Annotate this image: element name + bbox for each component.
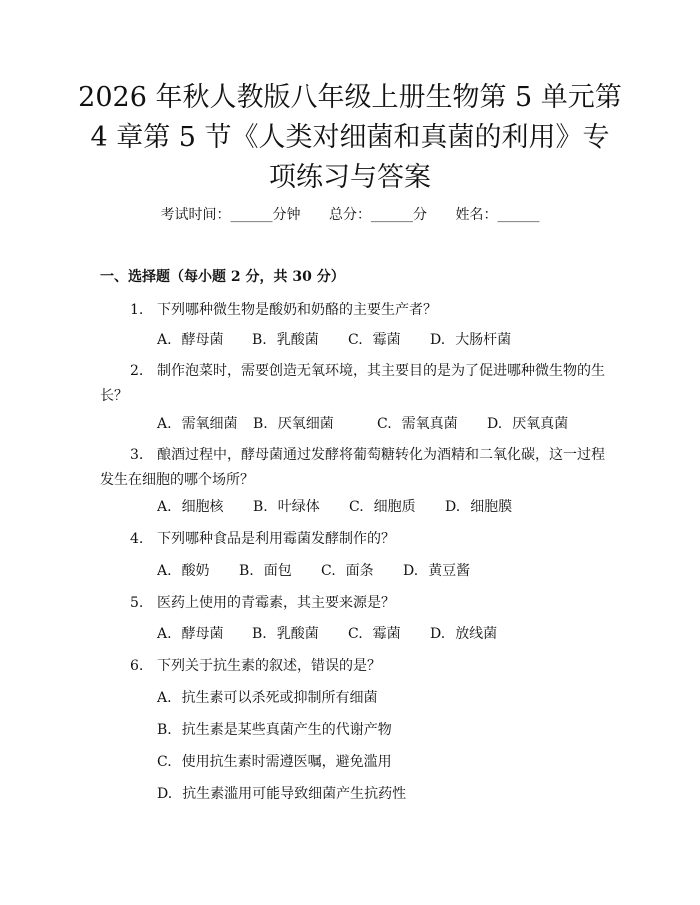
question-stem: 下列哪种微生物是酸奶和奶酪的主要生产者？	[157, 302, 437, 318]
option-letter: D.	[430, 332, 446, 348]
option-text: 细胞核	[181, 499, 224, 515]
option-text: 乳酸菌	[276, 626, 319, 642]
option-a[interactable]	[157, 561, 239, 581]
option-text: 酸奶	[181, 563, 210, 579]
option-a[interactable]	[157, 330, 252, 350]
option-b[interactable]	[253, 414, 377, 434]
question-3-options	[157, 497, 512, 517]
option-c[interactable]	[377, 414, 487, 434]
option-letter: A.	[157, 626, 172, 642]
question-stem: 制作泡菜时，需要创造无氧环境，其主要目的是为了促进哪种微生物的生长？	[100, 363, 605, 404]
option-letter: C.	[349, 499, 364, 515]
option-c[interactable]	[349, 497, 445, 517]
option-text: 大肠杆菌	[455, 332, 512, 348]
option-b[interactable]	[252, 624, 348, 644]
option-letter: B.	[157, 722, 172, 738]
option-text: 抗生素是某些真菌产生的代谢产物	[181, 722, 392, 738]
option-text: 放线菌	[455, 626, 498, 642]
option-a[interactable]	[157, 414, 253, 434]
exam-meta	[0, 205, 700, 225]
option-d[interactable]	[403, 561, 470, 581]
option-text: 霉菌	[372, 626, 401, 642]
question-1-options	[157, 330, 511, 350]
option-letter: B.	[239, 563, 254, 579]
option-letter: A.	[157, 416, 172, 432]
question-number: 2.	[130, 363, 144, 379]
option-letter: D.	[157, 786, 173, 802]
question-1	[100, 298, 605, 323]
option-c[interactable]	[157, 752, 392, 772]
title-line-1: 2026 年秋人教版八年级上册生物第 5 单元第	[78, 82, 622, 113]
option-b[interactable]	[157, 720, 392, 740]
option-text: 叶绿体	[277, 499, 320, 515]
option-text: 需氧细菌	[181, 416, 238, 432]
question-stem: 下列关于抗生素的叙述，错误的是？	[157, 658, 381, 674]
option-a[interactable]	[157, 688, 378, 708]
option-letter: C.	[348, 332, 363, 348]
option-letter: C.	[377, 416, 392, 432]
question-5	[100, 591, 605, 616]
option-text: 酵母菌	[181, 626, 224, 642]
option-b[interactable]	[252, 330, 348, 350]
question-stem: 医药上使用的青霉素，其主要来源是？	[157, 595, 395, 611]
question-stem: 酿酒过程中，酵母菌通过发酵将葡萄糖转化为酒精和二氧化碳，这一过程发生在细胞的哪个场所？	[100, 447, 605, 488]
question-6	[100, 654, 605, 679]
option-text: 霉菌	[372, 332, 401, 348]
option-text: 抗生素滥用可能导致细菌产生抗药性	[182, 786, 407, 802]
option-letter: B.	[253, 416, 268, 432]
option-letter: B.	[253, 499, 268, 515]
option-d[interactable]	[445, 497, 512, 517]
question-number: 4.	[130, 531, 144, 547]
option-a[interactable]	[157, 624, 252, 644]
option-d[interactable]	[157, 784, 406, 804]
option-letter: A.	[157, 690, 172, 706]
option-letter: B.	[252, 626, 267, 642]
section-heading-choice: 一、选择题（每小题 2 分，共 30 分）	[100, 269, 345, 285]
total-score-field: 总分：______分	[329, 207, 427, 223]
option-letter: D.	[487, 416, 503, 432]
option-text: 需氧真菌	[401, 416, 458, 432]
question-3	[100, 443, 605, 493]
option-letter: D.	[403, 563, 419, 579]
option-letter: A.	[157, 563, 172, 579]
option-letter: D.	[430, 626, 446, 642]
option-text: 面条	[345, 563, 374, 579]
question-4	[100, 527, 605, 552]
option-text: 乳酸菌	[276, 332, 319, 348]
question-4-options	[157, 561, 470, 581]
question-number: 5.	[130, 595, 144, 611]
option-c[interactable]	[321, 561, 403, 581]
page-title	[60, 78, 640, 198]
question-number: 3.	[130, 447, 144, 463]
option-text: 厌氧真菌	[512, 416, 569, 432]
option-text: 细胞质	[373, 499, 416, 515]
option-d[interactable]	[487, 414, 568, 434]
option-text: 抗生素可以杀死或抑制所有细菌	[181, 690, 378, 706]
option-text: 黄豆酱	[428, 563, 471, 579]
option-letter: B.	[252, 332, 267, 348]
title-line-3: 项练习与答案	[269, 162, 431, 193]
option-text: 酵母菌	[181, 332, 224, 348]
exam-time-field: 考试时间：______分钟	[160, 207, 301, 223]
option-c[interactable]	[348, 624, 430, 644]
option-text: 使用抗生素时需遵医嘱，避免滥用	[181, 754, 392, 770]
option-letter: D.	[445, 499, 461, 515]
option-letter: C.	[157, 754, 172, 770]
option-b[interactable]	[239, 561, 321, 581]
question-number: 6.	[130, 658, 144, 674]
option-d[interactable]	[430, 330, 511, 350]
option-text: 面包	[263, 563, 292, 579]
option-a[interactable]	[157, 497, 253, 517]
option-text: 细胞膜	[470, 499, 513, 515]
student-name-field: 姓名：______	[455, 207, 540, 223]
option-letter: A.	[157, 499, 172, 515]
question-number: 1.	[130, 302, 144, 318]
option-letter: A.	[157, 332, 172, 348]
option-d[interactable]	[430, 624, 497, 644]
title-line-2: 4 章第 5 节《人类对细菌和真菌的利用》专	[90, 122, 610, 153]
option-text: 厌氧细菌	[277, 416, 334, 432]
question-stem: 下列哪种食品是利用霉菌发酵制作的？	[157, 531, 395, 547]
question-5-options	[157, 624, 497, 644]
question-2-options	[157, 414, 568, 434]
question-2	[100, 359, 605, 409]
option-letter: C.	[321, 563, 336, 579]
option-c[interactable]	[348, 330, 430, 350]
option-letter: C.	[348, 626, 363, 642]
option-b[interactable]	[253, 497, 349, 517]
